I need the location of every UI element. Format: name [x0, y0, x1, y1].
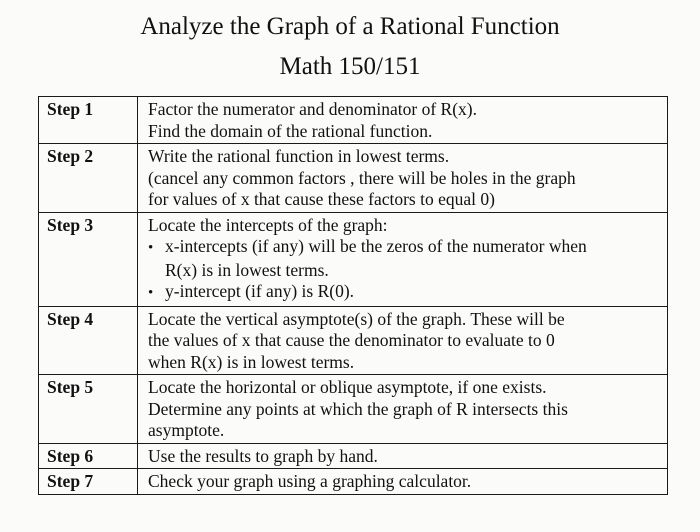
step-text-line: Write the rational function in lowest terms.	[148, 146, 450, 166]
bullet-item	[148, 281, 661, 305]
step-text-line: Locate the vertical asymptote(s) of the graph. These will be	[148, 308, 565, 329]
table-row	[39, 469, 668, 495]
step-label: Step 1	[39, 97, 138, 144]
step-text-line: y-intercept (if any) is R(0).	[165, 281, 355, 301]
table-row	[39, 375, 668, 444]
page-title: Analyze the Graph of a Rational Function	[140, 13, 560, 40]
step-text-line: the values of x that cause the denominator to evaluate to 0	[148, 330, 555, 350]
step-text-line: Determine any points at which the graph of R intersects this	[148, 398, 568, 419]
bullet-item	[148, 236, 661, 260]
step-label: Step 6	[39, 443, 138, 469]
step-text-line: Check your graph using a graphing calculator.	[148, 471, 472, 491]
table-row	[39, 306, 668, 375]
step-text-line: R(x) is in lowest terms.	[165, 259, 329, 280]
step-text-line: when R(x) is in lowest terms.	[148, 351, 355, 372]
table-row	[39, 144, 668, 213]
table-row	[39, 212, 668, 306]
step-description	[138, 212, 668, 306]
step-text-line: asymptote.	[148, 420, 225, 440]
step-text-line: Locate the intercepts of the graph:	[148, 214, 388, 235]
step-text-line: (cancel any common factors , there will be holes in the graph	[148, 167, 576, 188]
step-text-line: Factor the numerator and denominator of R(x).	[148, 99, 477, 119]
bullet-icon: •	[148, 285, 154, 301]
step-text-line: Find the domain of the rational function.	[148, 120, 433, 141]
step-text-line: Use the results to graph by hand.	[148, 445, 378, 466]
step-description	[138, 306, 668, 375]
step-text-line: x-intercepts (if any) will be the zeros of the numerator when	[165, 236, 587, 256]
table-row	[39, 97, 668, 144]
step-text-line: Locate the horizontal or oblique asymptote, if one exists.	[148, 377, 547, 397]
step-label: Step 4	[39, 306, 138, 375]
step-label: Step 2	[39, 144, 138, 213]
step-label: Step 5	[39, 375, 138, 444]
step-label: Step 3	[39, 212, 138, 306]
table-row	[39, 443, 668, 469]
step-description	[138, 144, 668, 213]
page-subtitle: Math 150/151	[279, 53, 421, 80]
step-description	[138, 97, 668, 144]
steps-table	[38, 96, 668, 495]
step-text-line: for values of x that cause these factors to equal 0)	[148, 189, 495, 209]
bullet-icon: •	[148, 240, 154, 256]
step-label: Step 7	[39, 469, 138, 495]
step-description	[138, 375, 668, 444]
step-description	[138, 443, 668, 469]
step-description	[138, 469, 668, 495]
